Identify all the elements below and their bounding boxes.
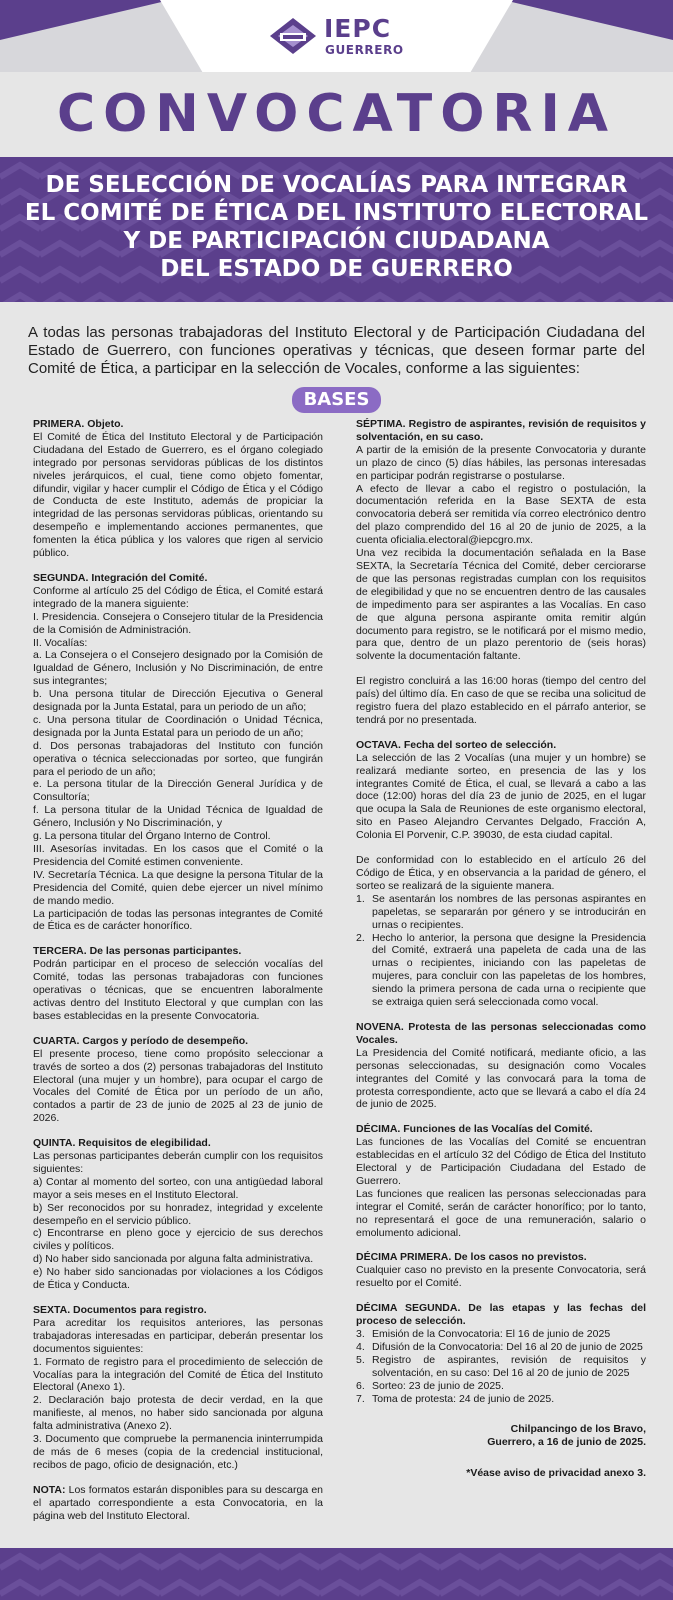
section-line: e) No haber sido sancionadas por violaciones a los Códigos de Ética y Conducta. [33,1266,323,1292]
section-quinta [33,1137,323,1292]
section-line: a) Contar al momento del sorteo, con una antigüedad laboral mayor a seis meses en el Instituto Electoral. [33,1175,323,1201]
title-band [0,72,673,157]
section-title: OCTAVA. Fecha del sorteo de selección. [356,738,557,751]
list-text: Toma de protesta: 24 de junio de 2025. [372,1392,555,1405]
section-title: DÉCIMA PRIMERA. De los casos no previstos. [356,1251,587,1264]
list-item [356,1393,646,1406]
left-column [33,418,323,1535]
iepc-logo [268,14,408,60]
banner-line: Y DE PARTICIPACIÓN CIUDADANA [123,228,550,254]
list-item [356,1341,646,1354]
section-title: SÉPTIMA. Registro de aspirantes, revisión de requisitos y solventación, en su caso. [356,418,646,443]
section-septima [356,418,646,727]
list-number: 5. [356,1353,365,1366]
section-title: NOVENA. Protesta de las personas seleccionadas como Vocales. [356,1020,646,1046]
section-decima-primera [356,1251,646,1290]
section-line: g. La persona titular del Órgano Interno de Control. [33,830,271,843]
list-text: Hecho lo anterior, la persona que designe la Presidencia del Comité, extraerá una papeleta de cada una de las urnas o recipientes, iniciando con las papeletas de mujeres, para concluir con las papeletas de los hombres, siendo la primera persona de cada urna o recipiente que se extraiga quien será seleccionada como vocal. [372,931,646,1009]
section-body: A efecto de llevar a cabo el registro o postulación, la documentación referida en la Base SEXTA de esta convocatoria deberá ser remitida vía correo electrónico dentro del plazo comprendido del 16 al 20 de junio de 2025, a la cuenta oficialia.electoral@iepcgro.mx. [356,482,646,547]
section-title: CUARTA. Cargos y período de desempeño. [33,1034,249,1047]
section-line: d) No haber sido sancionada por alguna falta administrativa. [33,1253,314,1266]
nota-label: NOTA: [33,1483,66,1496]
section-line: b) Ser reconocidos por su honradez, integridad y excelente desempeño en el servicio público. [33,1201,323,1227]
section-decima [356,1123,646,1239]
section-segunda [33,572,323,933]
section-line: 2. Declaración bajo protesta de decir verdad, en la que manifieste, al menos, no haber sido sancionada por alguna falta administrativa (Anexo 2). [33,1394,323,1433]
banner-line: EL COMITÉ DE ÉTICA DEL INSTITUTO ELECTORAL [24,200,649,226]
section-line: e. La persona titular de la Dirección General Jurídica y de Consultoría; [33,778,323,804]
section-line: Las personas participantes deberán cumplir con los requisitos siguientes: [33,1150,323,1175]
list-text: Emisión de la Convocatoria: El 16 de junio de 2025 [372,1328,611,1340]
signature-line: Guerrero, a 16 de junio de 2025. [487,1436,646,1449]
list-text: Sorteo: 23 de junio de 2025. [372,1379,504,1392]
top-right-accent [503,0,673,40]
section-line: b. Una persona titular de Dirección Ejecutiva o General designada por la Junta Estatal, para un periodo de un año; [33,688,323,714]
section-line: IV. Secretaría Técnica. La que designe la persona Titular de la Presidencia del Comité, quien debe ejercer un nivel mínimo de mando medio. [33,868,323,907]
main-title: CONVOCATORIA [56,84,617,144]
section-line: 3. Documento que compruebe la permanencia ininterrumpida de más de 6 meses (copia de la credencial institucional, recibos de pago, oficio de designación, etc.) [33,1433,323,1471]
privacy-note: *Véase aviso de privacidad anexo 3. [466,1467,646,1480]
nota-body: Los formatos estarán disponibles para su descarga en el apartado correspondiente a esta Convocatoria, en la página web del Instituto Electoral. [33,1483,323,1522]
section-body: El Comité de Ética del Instituto Electoral y de Participación Ciudadana del Estado de Guerrero, es el órgano colegiado integrado por personas servidoras públicas de los distintos niveles jerárquicos, el cual, tiene como objeto fomentar, difundir, vigilar y hacer cumplir el Código de Ética y el Código de Conducta de este Instituto, además de propiciar la integridad de las personas servidoras públicas, orientando su desempeño e implementando acciones permanentes, que fomenten la ética pública y los valores que rigen al servicio público. [33,430,323,560]
section-body: El registro concluirá a las 16:00 horas (tiempo del centro del país) del último día. En caso de que se reciba una solicitud de registro fuera del plazo establecido en el párrafo anterior, se tendrá por no presentada. [356,675,646,726]
section-line: Conforme al artículo 25 del Código de Ética, el Comité estará integrado de la manera siguiente: [33,584,323,610]
logo-subtitle: GUERRERO [325,43,404,57]
subtitle-banner [0,157,673,302]
section-body: El presente proceso, tiene como propósito seleccionar a través de sorteo a dos (2) personas trabajadoras del Instituto Electoral (una mujer y un hombre), para ocupar el cargo de Vocales del Comité de Ética por un período de un año, contados a partir de 23 de junio de 2025 al 23 de junio de 2026. [33,1047,323,1125]
section-title: QUINTA. Requisitos de elegibilidad. [33,1137,211,1150]
logo-title: IEPC [324,14,392,43]
section-body: Una vez recibida la documentación señalada en la Base SEXTA, la Secretaría Técnica del Comité, deber cerciorarse de que las personas registradas cumplan con los requisitos de elegibilidad y que no se encuentren dentro de las causales de impedimento para ser aspirantes a las Vocalías. En caso de que alguna persona aspirante omita remitir algún documento para registro, se le notificará por el mismo medio, para que, dentro de un plazo perentorio de (seis horas) solvente la documentación faltante. [356,547,646,663]
list-item [356,1380,646,1393]
section-body: Las funciones que realicen las personas seleccionadas para integrar el Comité, serán de carácter honorífico; por lo tanto, no representará el goce de una remuneración, salario o emolumento adicional. [356,1187,646,1239]
section-title: SEXTA. Documentos para registro. [33,1304,207,1316]
intro-paragraph: A todas las personas trabajadoras del Instituto Electoral y de Participación Ciudadana del Estado de Guerrero, con funciones operativas y técnicas, que deseen formar parte del Comité de Ética, a participar en la selección de Vocales, conforme a las siguientes: [28,324,645,377]
right-column [356,418,646,1480]
section-title: PRIMERA. Objeto. [33,418,124,430]
section-title: SEGUNDA. Integración del Comité. [33,571,208,584]
list-item [356,1354,646,1380]
section-line: La participación de todas las personas integrantes de Comité de Ética es de carácter honorífico. [33,907,323,933]
list-item [356,932,646,1009]
section-title: DÉCIMA SEGUNDA. De las etapas y las fechas del proceso de selección. [356,1302,646,1328]
top-header [0,0,673,72]
banner-line: DEL ESTADO DE GUERRERO [160,256,513,282]
list-item [356,1328,646,1341]
section-line: I. Presidencia. Consejera o Consejero titular de la Presidencia de la Comisión de Administración. [33,610,323,636]
section-line: II. Vocalías: [33,636,88,649]
list-number: 4. [356,1340,365,1353]
section-line: Para acreditar los requisitos anteriores, las personas trabajadoras interesadas en participar, deberán presentar los documentos siguientes: [33,1316,323,1355]
iepc-emblem-icon [268,16,318,58]
section-body: Podrán participar en el proceso de selección vocalías del Comité, todas las personas trabajadoras con funciones operativas o técnicas, que se encuentren laboralmente activas dentro del Instituto Electoral y que cumplan con las bases establecidas en la presente Convocatoria. [33,958,323,1022]
section-decima-segunda [356,1302,646,1405]
section-novena [356,1021,646,1111]
signature-block [356,1423,646,1449]
list-number: 3. [356,1328,365,1340]
section-line: d. Dos personas trabajadoras del Instituto con función operativa o técnica seleccionadas por sorteo, que fungirán para el periodo de un año; [33,739,323,778]
section-body: De conformidad con lo establecido en el artículo 26 del Código de Ética, y en observancia a la paridad de género, el sorteo se realizará de la siguiente manera. [356,854,646,892]
list-item [356,893,646,932]
section-line: III. Asesorías invitadas. En los casos que el Comité o la Presidencia del Comité estimen conveniente. [33,843,323,868]
list-number: 7. [356,1392,365,1405]
signature-line: Chilpancingo de los Bravo, [510,1423,646,1436]
section-line: c) Encontrarse en pleno goce y ejercicio de sus derechos civiles y políticos. [33,1227,323,1253]
list-text: Se asentarán los nombres de las personas aspirantes en papeletas, se separarán por género y se introducirán en urnas o recipientes. [372,892,646,931]
section-body: La Presidencia del Comité notificará, mediante oficio, a las personas seleccionadas, su designación como Vocales integrantes del Comité y las convocará para la toma de protesta correspondiente, acto que se llevará a cabo el día 24 de junio de 2025. [356,1046,646,1111]
list-number: 1. [356,892,365,905]
section-body: A partir de la emisión de la presente Convocatoria y durante un plazo de cinco (5) días hábiles, las personas interesadas en participar podrán registrarse o postularse. [356,443,646,482]
bottom-band [0,1548,673,1600]
banner-text [0,171,673,283]
bases-heading [0,387,673,413]
list-number: 6. [356,1379,365,1392]
section-title: TERCERA. De las personas participantes. [33,945,242,958]
list-text: Difusión de la Convocatoria: Del 16 al 20 de junio de 2025 [372,1340,643,1353]
section-line: c. Una persona titular de Coordinación o Unidad Técnica, designada por la Junta Estatal para un periodo de un año; [33,713,323,739]
section-body: La selección de las 2 Vocalías (una mujer y un hombre) se realizará mediante sorteo, en presencia de las y los integrantes Comité de Ética, el cual, se llevará a cabo a las doce (12:00) horas del día 23 de junio de 2025, en el lugar que ocupa la Sala de Reuniones de este organismo electoral, sito en Paseo Alejandro Cervantes Delgado, Fracción A, Colonia El Porvenir, C.P. 39030, de esta ciudad capital. [356,751,646,842]
section-line: f. La persona titular de la Unidad Técnica de Igualdad de Género, Inclusión y No Discriminación, y [33,804,323,830]
section-title: DÉCIMA. Funciones de las Vocalías del Comité. [356,1123,593,1136]
section-nota [33,1484,323,1523]
section-line: a. La Consejera o el Consejero designado por la Comisión de Igualdad de Género, Inclusión y No Discriminación, de entre sus integrantes; [33,649,323,688]
top-left-accent [0,0,170,40]
list-text: Registro de aspirantes, revisión de requisitos y solventación, en su caso: Del 16 al 20 de junio de 2025 [372,1353,646,1379]
section-cuarta [33,1035,323,1125]
section-octava [356,739,646,1009]
section-body: Cualquier caso no previsto en la presente Convocatoria, será resuelto por el Comité. [356,1264,646,1290]
section-line: 1. Formato de registro para el procedimiento de selección de Vocalías para la integración del Comité de Ética del Instituto Electoral (Anexo 1). [33,1355,323,1394]
section-primera [33,418,323,560]
section-sexta [33,1304,323,1472]
section-tercera [33,945,323,1022]
bases-label: BASES [292,387,382,413]
bottom-chevron-pattern [0,1548,673,1600]
nota-paragraph [33,1484,323,1523]
section-body: Las funciones de las Vocalías del Comité se encuentran establecidas en el artículo 32 del Código de Ética del Instituto Electoral y de Participación Ciudadana del Estado de Guerrero. [356,1136,646,1187]
list-number: 2. [356,931,365,944]
banner-line: DE SELECCIÓN DE VOCALÍAS PARA INTEGRAR [45,172,628,198]
